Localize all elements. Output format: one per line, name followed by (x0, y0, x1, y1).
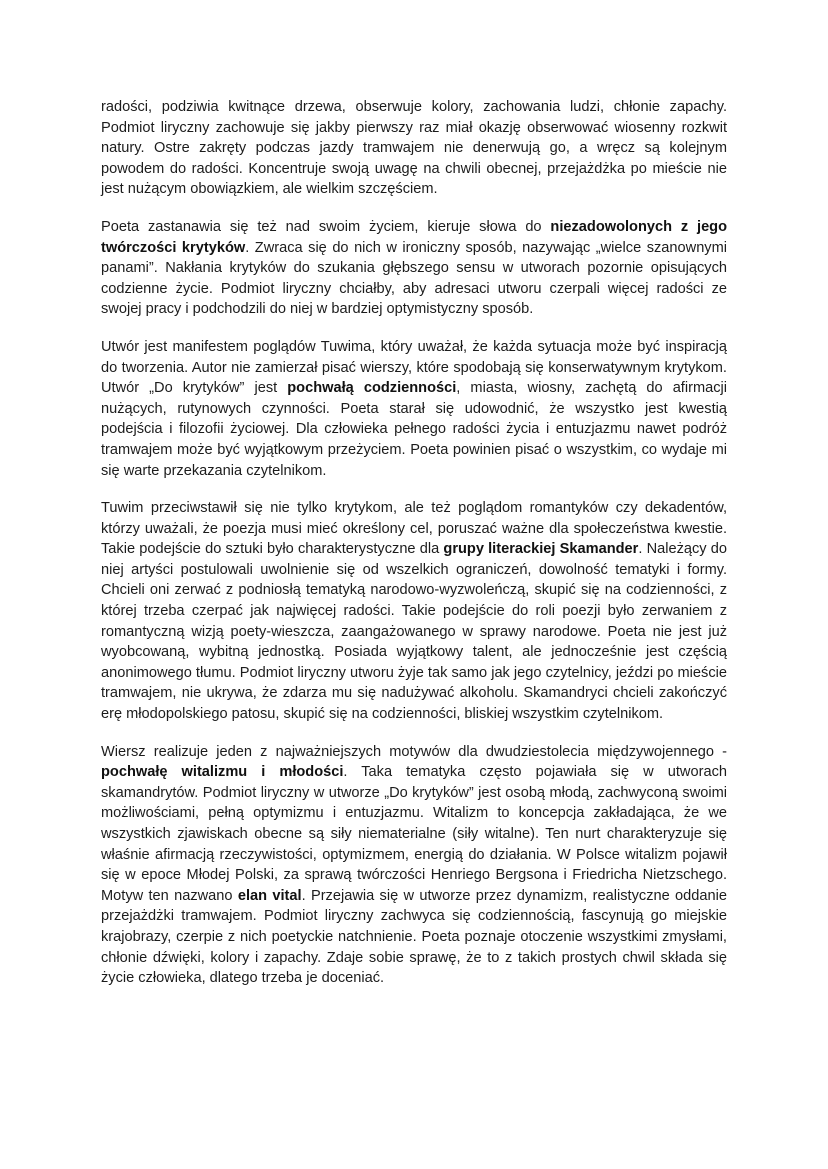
text-run: , miasta, wiosny, zachętą do afirmacji nużących, rutynowych czynności. Poeta starał się udowodnić, że wszystko jest kwestią podejścia i filozofii życiowej. Dla człowieka pełnego radości życia i entuzjazmu nawet podróż tramwajem może być wyjątkowym przeżyciem. Poeta powinien pisać o wszystkim, co wydaje mi się warte przekazania czytelnikom. (101, 380, 728, 479)
text-run: Wiersz realizuje jeden z najważniejszych motywów dla dwudziestolecia międzywojennego - (101, 743, 727, 760)
paragraph-critics (101, 217, 727, 320)
text-run: Tuwim przeciwstawił się nie tylko krytykom, ale też poglądom romantyków czy dekadentów, którzy uważali, że poezja musi mieć określony cel, poruszać ważne dla społeczeństwa kwestie. Takie podejście do sztuki było charakterystyczne dla (101, 500, 727, 558)
bold-phrase: pochwałą codzienności (287, 380, 457, 397)
paragraph-vitalism (101, 742, 727, 989)
paragraph-intro-continuation (101, 97, 727, 200)
paragraph-manifesto (101, 337, 727, 481)
paragraph-skamander (101, 498, 727, 725)
text-run: . Taka tematyka często pojawiała się w utworach skamandrytów. Podmiot liryczny w utworze „Do krytyków” jest osobą młodą, zachwyconą swoimi możliwościami, pełną optymizmu i entuzjazmu. Witalizm to koncepcja zakładająca, że we wszystkich zjawiskach obecne są siły niematerialne (siły witalne). Ten nurt charakteryzuje się właśnie afirmacją rzeczywistości, optymizmem, energią do działania. W Polsce witalizm pojawił się w epoce Młodej Polski, za sprawą twórczości Henriego Bergsona i Friedricha Nietzschego. Motyw ten nazwano (101, 764, 727, 904)
bold-phrase: elan vital (237, 887, 302, 904)
bold-phrase: niezadowolonych z jego twórczości krytyków (101, 218, 728, 256)
bold-phrase: grupy literackiej Skamander (443, 541, 639, 558)
text-run: . Należący do niej artyści postulowali uwolnienie się od wszelkich ograniczeń, dowolność tematyki i formy. Chcieli oni zerwać z podniosłą tematyką narodowo-wyzwoleńczą, skupić się na codzienności, z której trzeba czerpać jak najwięcej radości. Takie podejście do roli poezji było zerwaniem z romantyczną wizją poety-wieszcza, zaangażowanego w sprawy narodowe. Poeta nie jest już wyobcowaną, wybitną jednostką. Posiada wyjątkowy talent, ale jednocześnie jest częścią anonimowego tłumu. Podmiot liryczny utworu żyje tak samo jak jego czytelnicy, jeździ po mieście tramwajem, nie ukrywa, że zdarza mu się nadużywać alkoholu. Skamandryci chcieli zakończyć erę młodopolskiego patosu, skupić się na codzienności, bliskiej wszystkim czytelnikom. (101, 541, 728, 723)
text-run: radości, podziwia kwitnące drzewa, obserwuje kolory, zachowania ludzi, chłonie zapachy. Podmiot liryczny zachowuje się jakby pierwszy raz miał okazję obserwować wiosenny rozkwit natury. Ostre zakręty podczas jazdy tramwajem nie denerwują go, a wręcz są kolejnym powodem do radości. Koncentruje swoją uwagę na chwili obecnej, przejażdżka po mieście nie jest nużącym obowiązkiem, ale wielkim szczęściem. (101, 99, 727, 198)
text-run: . Zwraca się do nich w ironiczny sposób, nazywając „wielce szanownymi panami”. Nakłania krytyków do szukania głębszego sensu w utworach pozornie opisujących codzienne życie. Podmiot liryczny chciałby, aby adresaci utworu czerpali więcej radości ze swojej pracy i podchodzili do niej w bardziej optymistyczny sposób. (101, 239, 728, 318)
document-page (101, 97, 727, 1006)
text-run: . Przejawia się w utworze przez dynamizm, realistyczne oddanie przejażdżki tramwajem. Podmiot liryczny zachwyca się codziennością, fascynują go miejskie krajobrazy, czerpie z nich poetyckie natchnienie. Poeta poznaje otoczenie wszystkimi zmysłami, chłonie dźwięki, kolory i zapachy. Zdaje sobie sprawę, że to z takich prostych chwil składa się życie człowieka, dlatego trzeba je doceniać. (101, 887, 727, 987)
text-run: Utwór jest manifestem poglądów Tuwima, który uważał, że każda sytuacja może być inspiracją do tworzenia. Autor nie zamierzał pisać wierszy, które spodobają się konserwatywnym krytykom. Utwór „Do krytyków” jest (101, 338, 727, 397)
text-run: Poeta zastanawia się też nad swoim życiem, kieruje słowa do (101, 218, 551, 235)
bold-phrase: pochwałę witalizmu i młodości (101, 764, 344, 781)
